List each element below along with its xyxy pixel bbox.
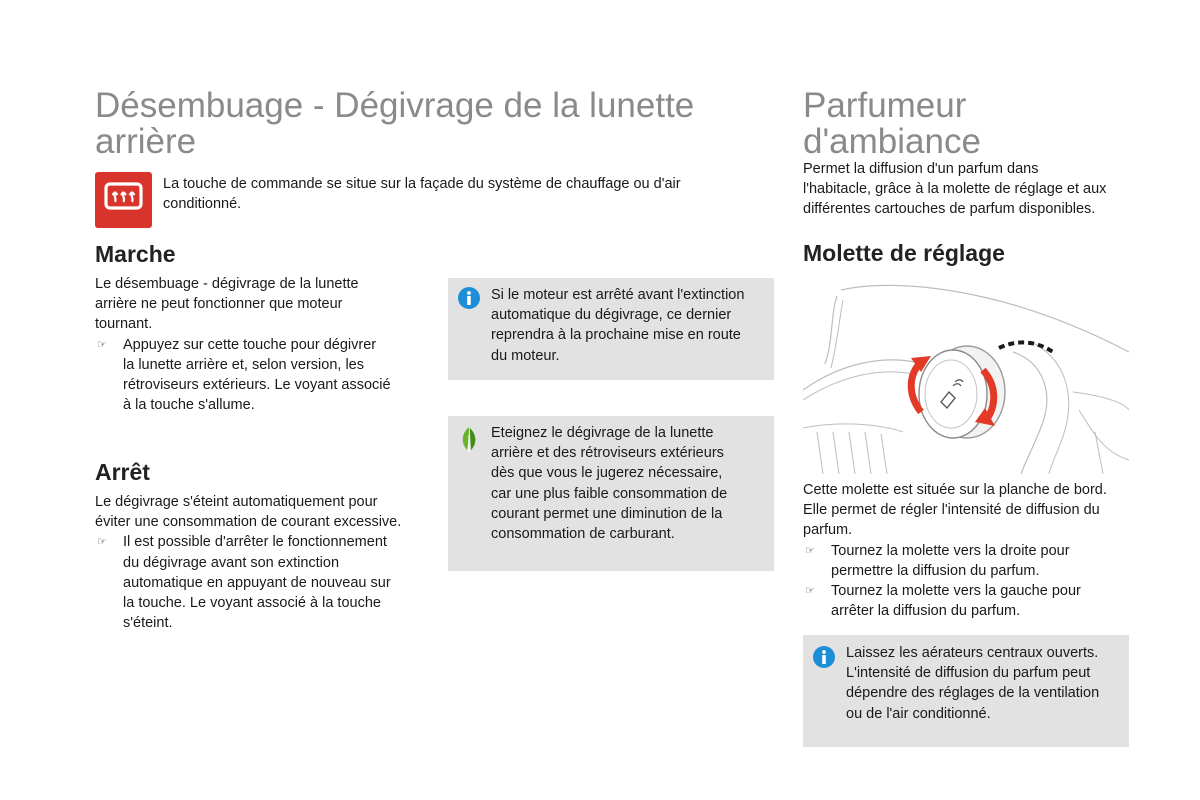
title-line-1: Désembuage - Dégivrage de la lunette	[95, 86, 695, 125]
text-line: reprendra à la prochaine mise en route	[491, 327, 741, 344]
molette-heading: Molette de réglage	[803, 240, 1005, 266]
text-line: automatique en appuyant de nouveau sur	[123, 574, 391, 591]
text-line: L'intensité de diffusion du parfum peut	[846, 665, 1091, 682]
text-line: arrêter la diffusion du parfum.	[831, 603, 1021, 620]
arret-bullet	[95, 532, 440, 633]
text-line: s'éteint.	[123, 615, 173, 632]
info-icon	[458, 287, 480, 309]
molette-bullet-left	[803, 581, 1143, 621]
parfumeur-intro	[803, 159, 1143, 220]
eco-leaf-icon	[458, 425, 480, 453]
text-line: dépendre des réglages de la ventilation	[846, 685, 1100, 702]
text-line: Tournez la molette vers la gauche pour	[831, 583, 1081, 600]
text-line: éviter une consommation de courant excessive.	[95, 514, 402, 531]
text-line: Le dégivrage s'éteint automatiquement pour	[95, 494, 378, 510]
text-line: différentes cartouches de parfum disponibles.	[803, 201, 1096, 218]
text-line: car une plus faible consommation de	[491, 485, 728, 502]
pointing-hand-icon: ☞	[97, 536, 107, 549]
text-line: arrière et des rétroviseurs extérieurs	[491, 445, 724, 462]
right-info-note-text	[846, 643, 1126, 724]
text-line: Le désembuage - dégivrage de la lunette	[95, 276, 359, 292]
text-line: l'habitacle, grâce à la molette de réglage et aux	[803, 181, 1107, 198]
info-note-box	[448, 278, 774, 380]
text-line: automatique du dégivrage, ce dernier	[491, 307, 732, 324]
text-line: consommation de carburant.	[491, 526, 675, 543]
text-line: Elle permet de régler l'intensité de diffusion du	[803, 502, 1100, 519]
pointing-hand-icon: ☞	[805, 544, 815, 557]
arret-paragraph	[95, 492, 440, 633]
text-line: dès que vous le jugerez nécessaire,	[491, 465, 723, 482]
title-line-1: Parfumeur	[803, 86, 967, 125]
text-line: arrière ne peut fonctionner que moteur	[95, 296, 343, 313]
right-info-note-box	[803, 635, 1129, 747]
info-note-text	[491, 285, 771, 366]
marche-heading: Marche	[95, 241, 176, 267]
intro-line: La touche de commande se situe sur la façade du système de chauffage ou d'air	[163, 176, 681, 192]
right-title-block	[803, 88, 1143, 160]
title-line-2: d'ambiance	[803, 122, 981, 161]
text-line: la touche. Le voyant associé à la touche	[123, 595, 381, 612]
text-line: Si le moteur est arrêté avant l'extinction	[491, 287, 745, 303]
text-line: Il est possible d'arrêter le fonctionnement	[123, 534, 387, 551]
molette-paragraph	[803, 480, 1143, 621]
text-line: Permet la diffusion d'un parfum dans	[803, 161, 1039, 177]
text-line: courant permet une diminution de la	[491, 505, 723, 522]
eco-note-box	[448, 416, 774, 571]
arret-heading: Arrêt	[95, 459, 150, 485]
marche-bullet	[95, 335, 435, 416]
rear-defrost-icon	[95, 172, 152, 228]
text-line: ou de l'air conditionné.	[846, 705, 991, 722]
text-line: tournant.	[95, 316, 153, 333]
left-title-block	[95, 88, 755, 160]
text-line: Appuyez sur cette touche pour dégivrer	[123, 336, 377, 353]
intro-line: conditionné.	[163, 196, 242, 213]
text-line: Eteignez le dégivrage de la lunette	[491, 425, 714, 441]
info-icon	[813, 646, 835, 668]
pointing-hand-icon: ☞	[805, 585, 815, 598]
pointing-hand-icon: ☞	[97, 338, 107, 351]
text-line: la lunette arrière et, selon version, les	[123, 356, 364, 373]
title-line-2: arrière	[95, 122, 197, 161]
text-line: du moteur.	[491, 347, 560, 364]
text-line: permettre la diffusion du parfum.	[831, 562, 1040, 579]
text-line: Tournez la molette vers la droite pour	[831, 542, 1070, 559]
eco-note-text	[491, 423, 771, 544]
defrost-intro	[163, 174, 743, 214]
text-line: rétroviseurs extérieurs. Le voyant associé	[123, 377, 391, 394]
page-title	[95, 88, 755, 160]
text-line: à la touche s'allume.	[123, 397, 255, 414]
text-line: parfum.	[803, 522, 853, 539]
text-line: du dégivrage avant son extinction	[123, 554, 340, 571]
section-title-parfumeur	[803, 88, 1143, 160]
text-line: Laissez les aérateurs centraux ouverts.	[846, 645, 1099, 661]
molette-illustration	[803, 282, 1129, 474]
molette-bullet-right	[803, 541, 1143, 581]
marche-paragraph	[95, 274, 435, 415]
text-line: Cette molette est située sur la planche de bord.	[803, 482, 1107, 498]
